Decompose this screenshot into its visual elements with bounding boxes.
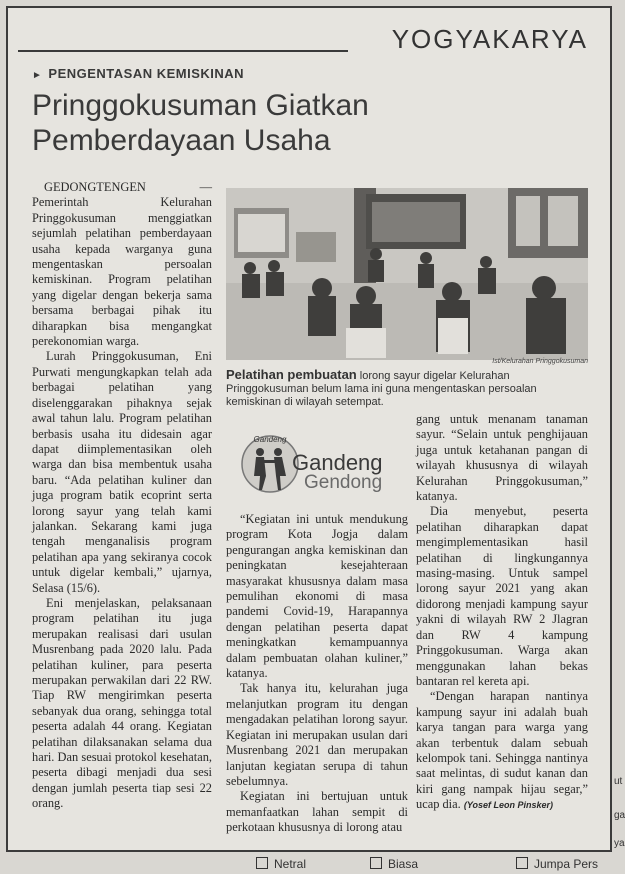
paragraph: gang untuk menanam tanaman sayur. “Selain untuk penghijauan juga untuk ketahanan pangan di wilayah khususnya di wilayah Kelurahan Pringgokusuman,” katanya. xyxy=(416,412,588,504)
paragraph: Lurah Pringgokusuman, Eni Purwati mengungkapkan telah ada berbagai pelatihan yang diselenggarakan pihaknya sejak awal tahun lalu. Program pelatihan berbasis usaha itu didesain agar dapat diimplementasikan oleh warga dan bisa membentuk usaha baru. “Ada pelatihan kuliner dan juga program batik ecoprint serta lorong sayur yang telah kami jalankan. Sekarang kami juga tengah menganalisis program pelatihan apa yang sekiranya cocok untuk digelar kembali,” ujarnya, Selasa (15/6). xyxy=(32,349,212,595)
checkbox-netral[interactable] xyxy=(256,857,306,871)
triangle-icon: ► xyxy=(32,70,43,81)
paragraph: GEDONGTENGEN — Pemerintah Kelurahan Pringgokusuman menggiatkan sejumlah pelatihan pemberdayaan usaha kepada warganya guna mengentaskan persoalan kemiskinan. Program pelatihan yang digelar dengan bekerja sama bersama berbagai pihak itu diharapkan bisa mengangkat perekonomian warga. xyxy=(32,180,212,349)
masthead-rule xyxy=(18,50,348,52)
dancers-logo-icon xyxy=(240,420,300,500)
logo-word-gandeng: Gandeng xyxy=(292,450,383,475)
checkbox-box[interactable] xyxy=(516,857,528,869)
rubric xyxy=(32,66,244,81)
photo-caption xyxy=(226,368,588,409)
paragraph-text: “Dengan harapan nantinya kampung sayur ini adalah buah karya tangan para warga yang akan terbentuk dalam sebuah kelompok tani. Sehingga nantinya saat melintas, di sudut kanan dan kiri gang nampak hijau segar,” ucap dia. xyxy=(416,689,588,812)
article-column-1 xyxy=(32,180,212,812)
byline: (Yosef Leon Pinsker) xyxy=(463,800,554,811)
photo-illustration xyxy=(226,188,588,360)
checkbox-jumpa-pers[interactable] xyxy=(516,857,598,871)
checkbox-box[interactable] xyxy=(256,857,268,869)
checkbox-label: Jumpa Pers xyxy=(534,857,599,871)
headline: Pringgokusuman Giatkan Pemberdayaan Usaha xyxy=(32,89,369,157)
article-photo xyxy=(226,188,588,360)
masthead xyxy=(18,24,588,60)
edge-text: ut xyxy=(614,776,623,787)
paragraph: Eni menjelaskan, pelaksanaan program pelatihan itu juga merupakan realisasi dari usulan Musrenbang pada 2020 lalu. Pada pelatihan kuliner, para peserta merupakan perwakilan dari 22 RW. Tiap RW mengirimkan peserta sebanyak dua orang, sehingga total peserta adalah 44 orang. Kegiatan pelatihan dilaksanakan selama dua hari. Dan sesuai protokol kesehatan, peserta dibagi menjadi dua sesi dengan jumlah peserta tiap sesi 22 orang. xyxy=(32,595,212,811)
masthead-name: YOGYAKARYA xyxy=(391,24,588,54)
classification-checkboxes xyxy=(0,852,622,874)
edge-text: ya xyxy=(614,838,625,849)
logo-word-gendong: Gendong xyxy=(304,472,383,493)
rubric-label: PENGENTASAN KEMISKINAN xyxy=(48,66,245,81)
paragraph: Dia menyebut, peserta pelatihan diharapkan dapat mengimplementasikan hasil pelatihan di lingkungannya masing-masing. Untuk sampel lorong sayur 2021 yang akan didorong menjadi kampung sayur yakni di wilayah RW 2 Jlagran dan RW 4 kampung Pringgokusuman. Warga akan menggunakan lahan bekas bantaran rel kereta api. xyxy=(416,504,588,688)
checkbox-label: Netral xyxy=(274,857,307,871)
checkbox-box[interactable] xyxy=(370,857,382,869)
gandeng-gendong-logo xyxy=(240,420,400,500)
article-column-2 xyxy=(226,512,408,836)
photo-credit: Ist/Kelurahan Pringgokusuman xyxy=(492,358,588,365)
paragraph xyxy=(416,689,588,813)
edge-text: ga xyxy=(614,810,625,821)
checkbox-biasa[interactable] xyxy=(370,857,418,871)
logo-badge-text: Gandeng xyxy=(253,435,287,444)
article-column-3 xyxy=(416,412,588,814)
paragraph: Tak hanya itu, kelurahan juga melanjutkan program itu dengan mengadakan pelatihan lorong sayur. Kegiatan ini merupakan usulan dari Musrenbang 2021 dan merupakan lanjutan kegiatan serupa di tahun sebelumnya. xyxy=(226,681,408,788)
caption-lead: Pelatihan pembuatan xyxy=(226,367,357,382)
checkbox-label: Biasa xyxy=(388,857,419,871)
paragraph: “Kegiatan ini untuk mendukung program Kota Jogja dalam pengurangan angka kemiskinan dan peningkatan kesejahteraan masyarakat khususnya dalam masa pemulihan ekonomi di masa pandemi Covid-19, Harapannya dengan pelatihan peserta dapat meningkatkan kemampuannya dalam pembuatan olahan kuliner,” katanya. xyxy=(226,512,408,681)
caption-text: lorong sayur digelar Kelurahan Pringgokusuman belum lama ini guna mengentaskan persoalan kemiskinan di wilayah setempat. xyxy=(226,370,537,408)
paragraph: Kegiatan ini bertujuan untuk memanfaatkan lahan sempit di perkotaan khususnya di lorong atau xyxy=(226,789,408,835)
